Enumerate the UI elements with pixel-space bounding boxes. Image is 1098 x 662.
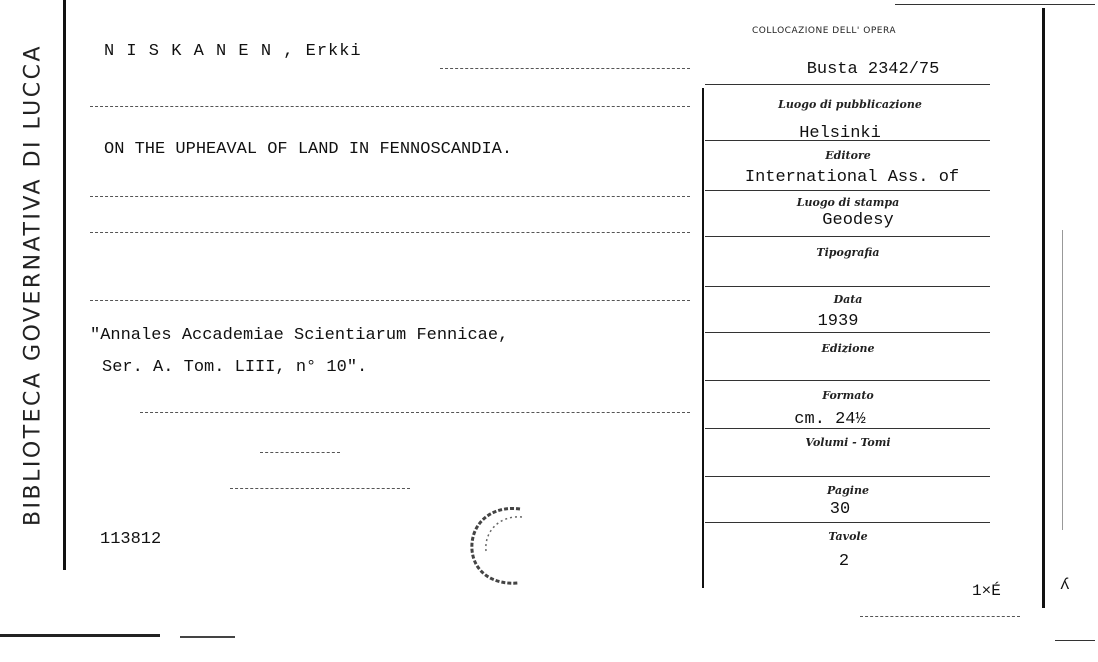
collocation-header: COLLOCAZIONE DELL' OPERA [752, 26, 897, 36]
card-right-edge [1042, 8, 1045, 608]
volumes-label: Volumi - Tomi [805, 436, 891, 449]
publisher-value: International Ass. of [744, 168, 960, 187]
corner-mark: 1×É [972, 582, 1001, 600]
card-bottom-edge [180, 636, 235, 638]
pages-label: Pagine [827, 484, 869, 497]
card-bottom-edge [0, 634, 160, 637]
publisher-label: Editore [825, 149, 871, 162]
collocation-value: Busta 2342/75 [806, 60, 940, 79]
rule [860, 616, 1020, 617]
rule [140, 412, 690, 413]
format-label: Formato [822, 389, 874, 402]
plates-label: Tavole [828, 530, 868, 543]
left-margin-rule [63, 0, 66, 570]
format-value: cm. 24½ [794, 410, 866, 429]
edge-dots [1062, 230, 1063, 530]
rule [230, 488, 410, 489]
print-place-label: Luogo di stampa [796, 196, 900, 209]
rule [90, 232, 690, 233]
place-label: Luogo di pubblicazione [778, 98, 922, 111]
date-label: Data [833, 293, 863, 306]
print-place-value: Geodesy [822, 211, 894, 230]
edition-label: Edizione [821, 342, 875, 355]
rule [260, 452, 340, 453]
rule [705, 380, 990, 381]
rule [90, 300, 690, 301]
card-bottom-edge [1055, 640, 1095, 641]
rule [705, 522, 990, 523]
rule [705, 428, 990, 429]
rule [705, 190, 990, 191]
rule [90, 196, 690, 197]
library-name: BIBLIOTECA GOVERNATIVA DI LUCCA [20, 43, 46, 527]
rule [90, 106, 690, 107]
rule [705, 236, 990, 237]
inventory-number: 113812 [100, 530, 162, 549]
printer-label: Tipografia [816, 246, 880, 259]
library-stamp-vertical [8, 0, 58, 570]
edge-glyph: ʎ [1060, 576, 1070, 594]
date-value: 1939 [817, 312, 859, 331]
rule [440, 68, 690, 69]
place-value: Helsinki [799, 124, 881, 143]
plates-value: 2 [838, 552, 850, 571]
title-line: ON THE UPHEAVAL OF LAND IN FENNOSCANDIA. [104, 140, 513, 159]
library-seal-stamp [460, 495, 550, 590]
author-line: N I S K A N E N , Erkki [104, 42, 362, 61]
card-top-edge [895, 4, 1095, 5]
rule [705, 332, 990, 333]
series-line-2: Ser. A. Tom. LIII, n° 10". [102, 358, 368, 377]
rule [705, 476, 990, 477]
rule [705, 84, 990, 85]
series-line-1: "Annales Accademiae Scientiarum Fennicae, [90, 326, 509, 345]
rule [705, 286, 990, 287]
rule [705, 140, 990, 141]
panel-left-border [702, 88, 704, 588]
pages-value: 30 [829, 500, 851, 519]
